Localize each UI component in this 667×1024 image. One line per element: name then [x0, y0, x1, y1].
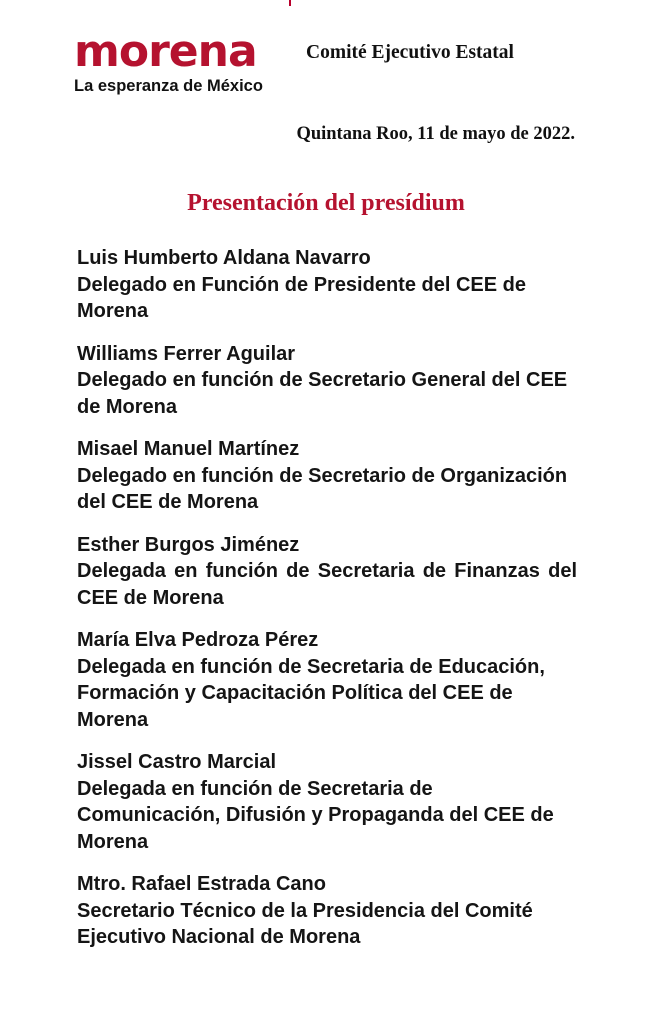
top-edge-mark	[289, 0, 291, 6]
morena-logo	[74, 26, 284, 95]
presidium-list	[77, 245, 577, 967]
member-name: Esther Burgos Jiménez	[77, 533, 300, 556]
committee-heading: Comité Ejecutivo Estatal	[306, 42, 514, 63]
member-entry-6	[77, 749, 577, 855]
member-name: Jissel Castro Marcial	[77, 751, 276, 773]
member-entry-5	[77, 627, 577, 733]
logo-tagline: La esperanza de México	[74, 77, 263, 95]
member-entry-7	[77, 871, 577, 951]
date-line: Quintana Roo, 11 de mayo de 2022.	[296, 124, 575, 144]
document-title: Presentación del presídium	[187, 190, 465, 216]
member-entry-3	[77, 436, 577, 516]
member-name: Misael Manuel Martínez	[77, 438, 300, 460]
member-role: Delegada en función de Secretaria de Comunicación, Difusión y Propaganda del CEE de Morena	[77, 777, 554, 853]
member-role: Delegada en función de Secretaria de Finanzas del CEE de Morena	[77, 560, 577, 609]
member-name: María Elva Pedroza Pérez	[77, 629, 319, 651]
member-name: Williams Ferrer Aguilar	[77, 342, 296, 365]
member-role: Delegado en función de Secretario General del CEE de Morena	[77, 369, 568, 418]
member-name: Luis Humberto Aldana Navarro	[77, 247, 371, 269]
member-role: Delegado en función de Secretario de Organización del CEE de Morena	[77, 464, 568, 513]
logo-wordmark: morena	[74, 26, 257, 77]
member-name: Mtro. Rafael Estrada Cano	[77, 873, 326, 895]
member-role: Secretario Técnico de la Presidencia del Comité Ejecutivo Nacional de Morena	[77, 899, 533, 948]
member-entry-2	[77, 341, 577, 421]
member-role: Delegada en función de Secretaria de Educación, Formación y Capacitación Política del CEE de Morena	[77, 655, 545, 731]
member-entry-4	[77, 532, 577, 612]
member-entry-1	[77, 245, 577, 325]
member-role: Delegado en Función de Presidente del CEE de Morena	[77, 273, 526, 322]
